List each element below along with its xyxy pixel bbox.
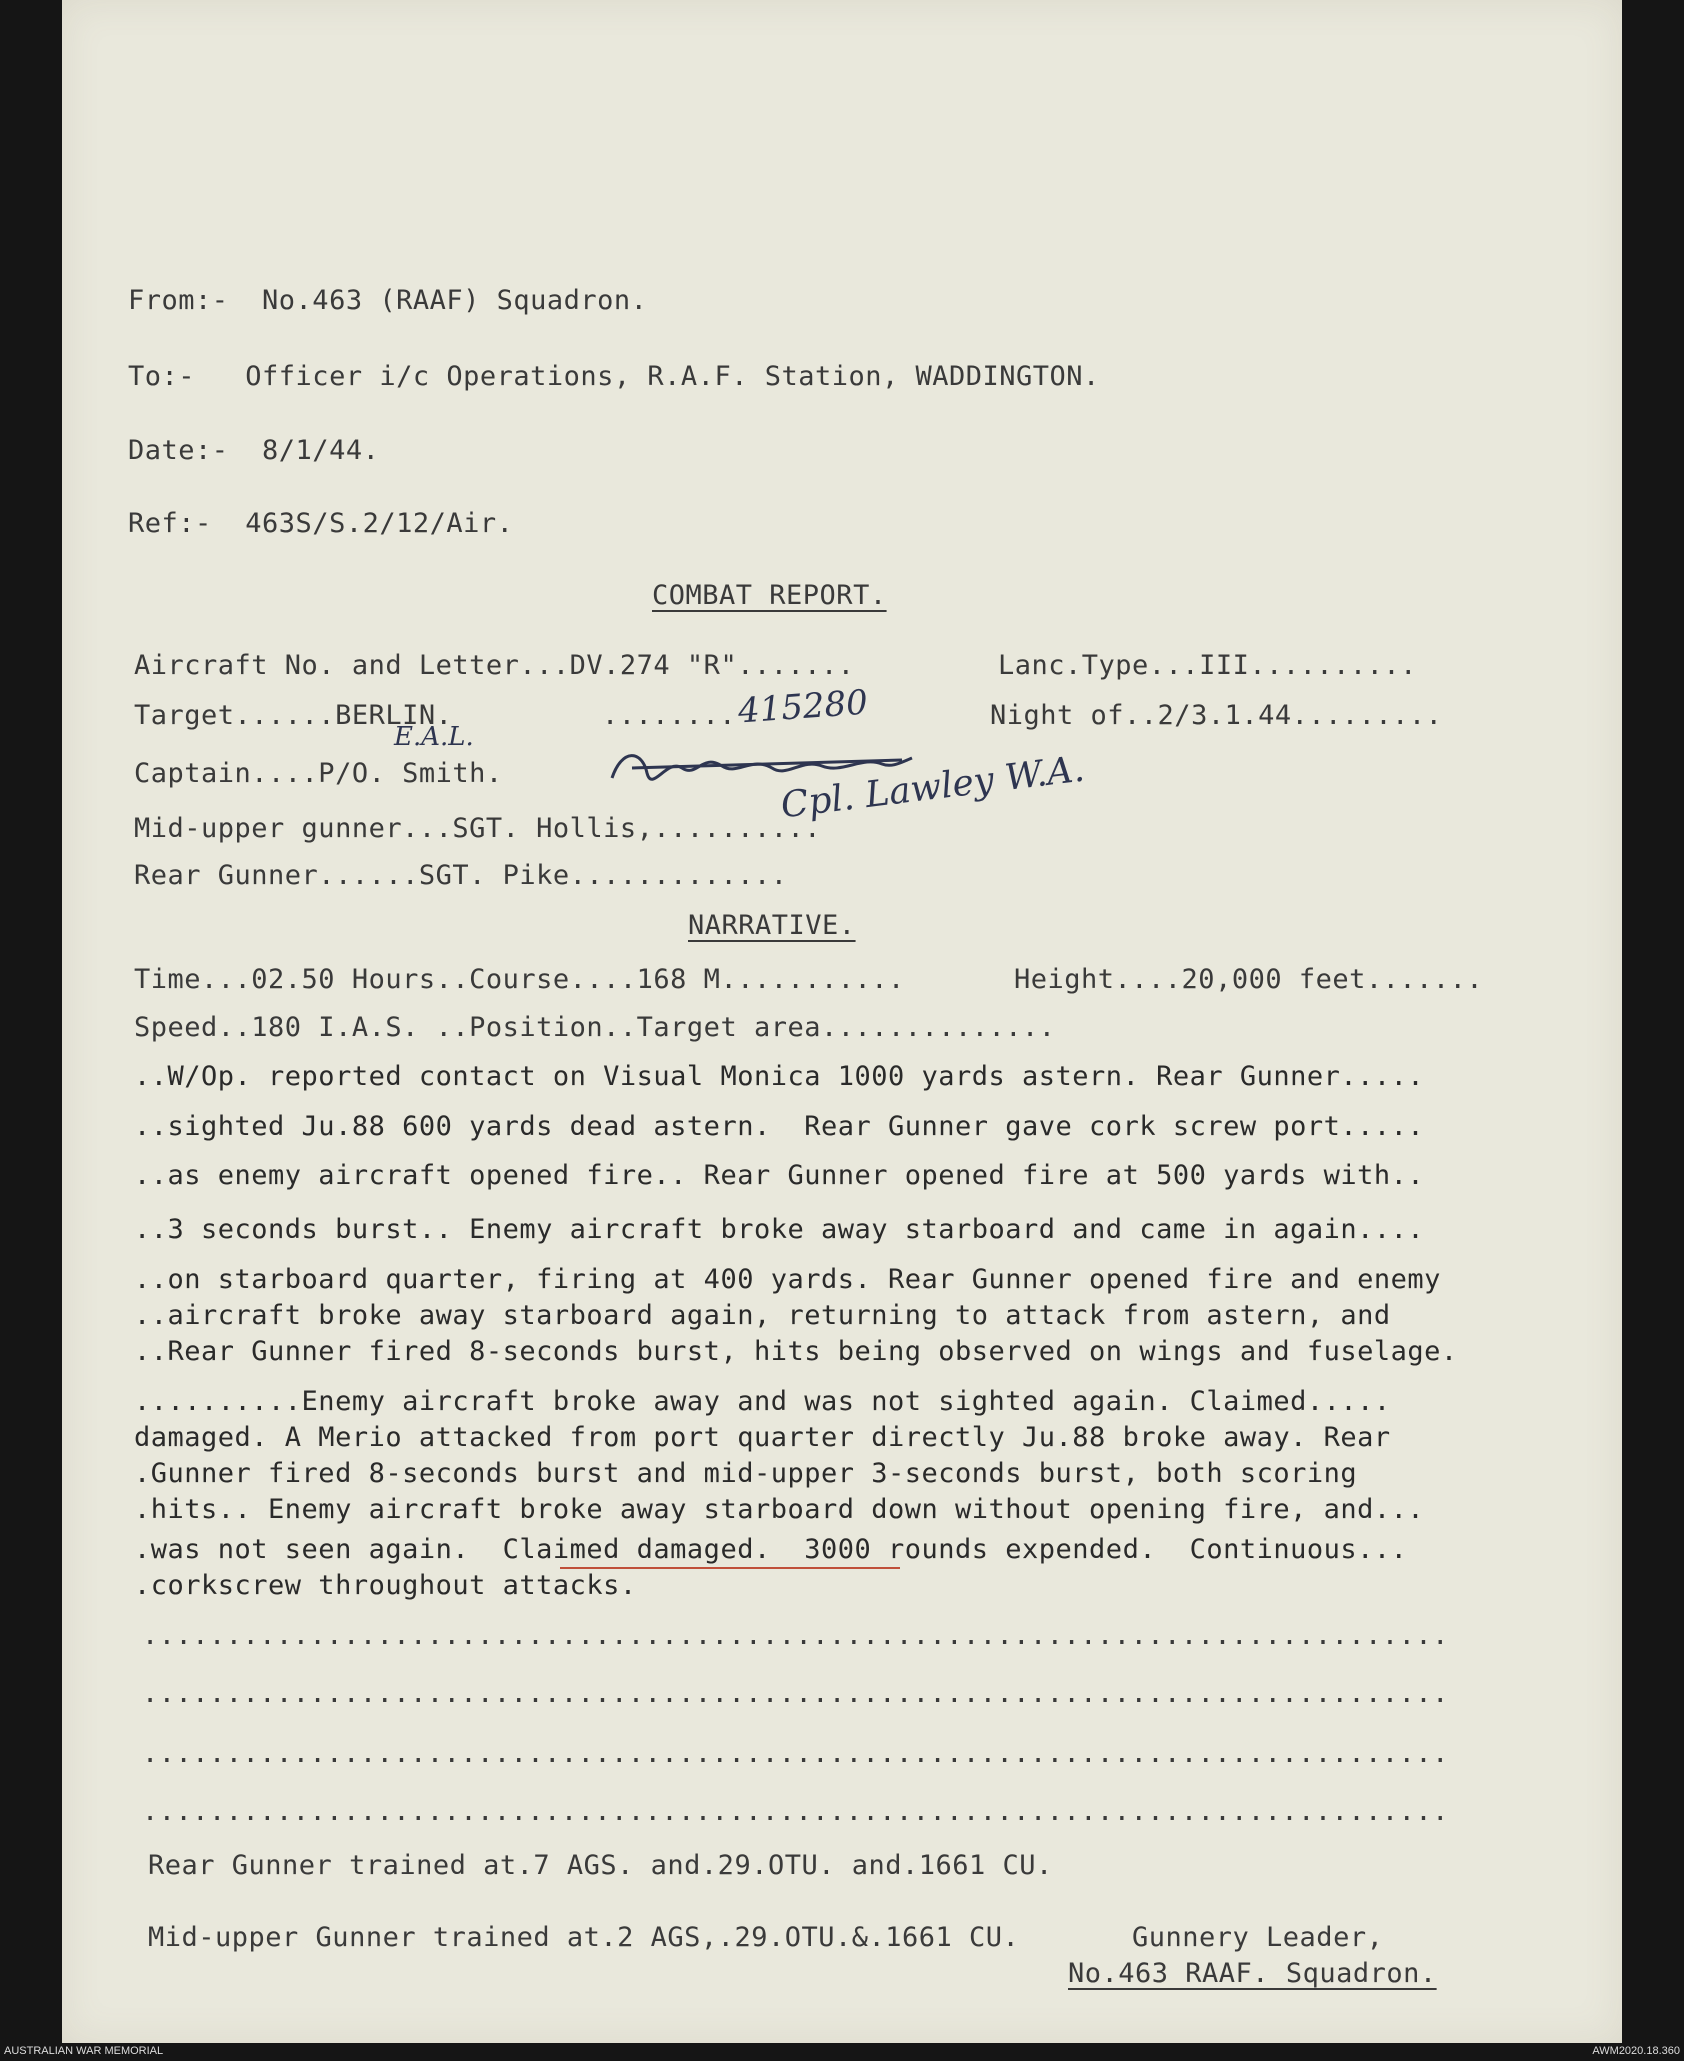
aircraft-line: Aircraft No. and Letter...DV.274 "R"....... (134, 650, 855, 681)
to-line: To:- Officer i/c Operations, R.A.F. Station, WADDINGTON. (128, 361, 1100, 392)
narrative-line: ..3 seconds burst.. Enemy aircraft broke away starboard and came in again.... (134, 1214, 1425, 1245)
footer-accession-number: AWM2020.18.360 (1592, 2045, 1680, 2057)
captain-line: Captain....P/O. Smith. (134, 758, 503, 789)
narrative-line: .was not seen again. Claimed damaged. 3000 rounds expended. Continuous... (134, 1534, 1408, 1565)
time-course-line: Time...02.50 Hours..Course....168 M........... (134, 964, 905, 995)
document-page (62, 0, 1622, 2043)
narrative-line: ..on starboard quarter, firing at 400 yards. Rear Gunner opened fire and enemy (134, 1264, 1441, 1295)
narrative-line: damaged. A Merio attacked from port quarter directly Ju.88 broke away. Rear (134, 1422, 1391, 1453)
footer-source: AUSTRALIAN WAR MEMORIAL (4, 2045, 164, 2057)
red-underline (560, 1567, 900, 1569)
handwritten-service-number: 415280 (736, 682, 870, 732)
narrative-title: NARRATIVE. (688, 910, 856, 941)
narrative-line: ..Rear Gunner fired 8-seconds burst, hits being observed on wings and fuselage. (134, 1336, 1458, 1367)
narrative-line: .corkscrew throughout attacks. (134, 1570, 637, 1601)
lanc-type: Lanc.Type...III.......... (998, 650, 1417, 681)
blank-dotted-line: .............................................................................. (142, 1678, 1449, 1709)
signature-unit: No.463 RAAF. Squadron. (1068, 1958, 1437, 1989)
night-of: Night of..2/3.1.44......... (990, 700, 1443, 731)
narrative-line: .hits.. Enemy aircraft broke away starboard down without opening fire, and... (134, 1494, 1425, 1525)
target-dots: ........ (602, 700, 737, 731)
signature-role: Gunnery Leader, (1132, 1922, 1384, 1953)
blank-dotted-line: .............................................................................. (142, 1738, 1449, 1769)
rear-gunner-line: Rear Gunner......SGT. Pike............. (134, 860, 788, 891)
height-line: Height....20,000 feet....... (1014, 964, 1484, 995)
from-line: From:- No.463 (RAAF) Squadron. (128, 285, 648, 316)
blank-dotted-line: .............................................................................. (142, 1796, 1449, 1827)
narrative-line: ..W/Op. reported contact on Visual Monica 1000 yards astern. Rear Gunner..... (134, 1061, 1425, 1092)
blank-dotted-line: .............................................................................. (142, 1620, 1449, 1651)
speed-position-line: Speed..180 I.A.S. ..Position..Target area.............. (134, 1012, 1056, 1043)
report-title: COMBAT REPORT. (652, 580, 887, 611)
narrative-line: .Gunner fired 8-seconds burst and mid-upper 3-seconds burst, both scoring (134, 1458, 1358, 1489)
handwritten-initials: E.A.L. (394, 722, 474, 752)
ref-line: Ref:- 463S/S.2/12/Air. (128, 508, 514, 539)
mid-upper-line: Mid-upper gunner...SGT. Hollis,.......... (134, 813, 821, 844)
rear-gunner-training: Rear Gunner trained at.7 AGS. and.29.OTU. and.1661 CU. (148, 1850, 1053, 1881)
target-line: Target......BERLIN. (134, 700, 453, 731)
handwritten-name: Cpl. Lawley W.A. (778, 748, 1087, 827)
narrative-line: ..as enemy aircraft opened fire.. Rear Gunner opened fire at 500 yards with.. (134, 1160, 1425, 1191)
date-line: Date:- 8/1/44. (128, 435, 380, 466)
narrative-line: ..sighted Ju.88 600 yards dead astern. Rear Gunner gave cork screw port..... (134, 1111, 1425, 1142)
narrative-line: ..........Enemy aircraft broke away and was not sighted again. Claimed..... (134, 1386, 1391, 1417)
mid-upper-training: Mid-upper Gunner trained at.2 AGS,.29.OTU.&.1661 CU. (148, 1922, 1020, 1953)
narrative-line: ..aircraft broke away starboard again, returning to attack from astern, and (134, 1300, 1391, 1331)
